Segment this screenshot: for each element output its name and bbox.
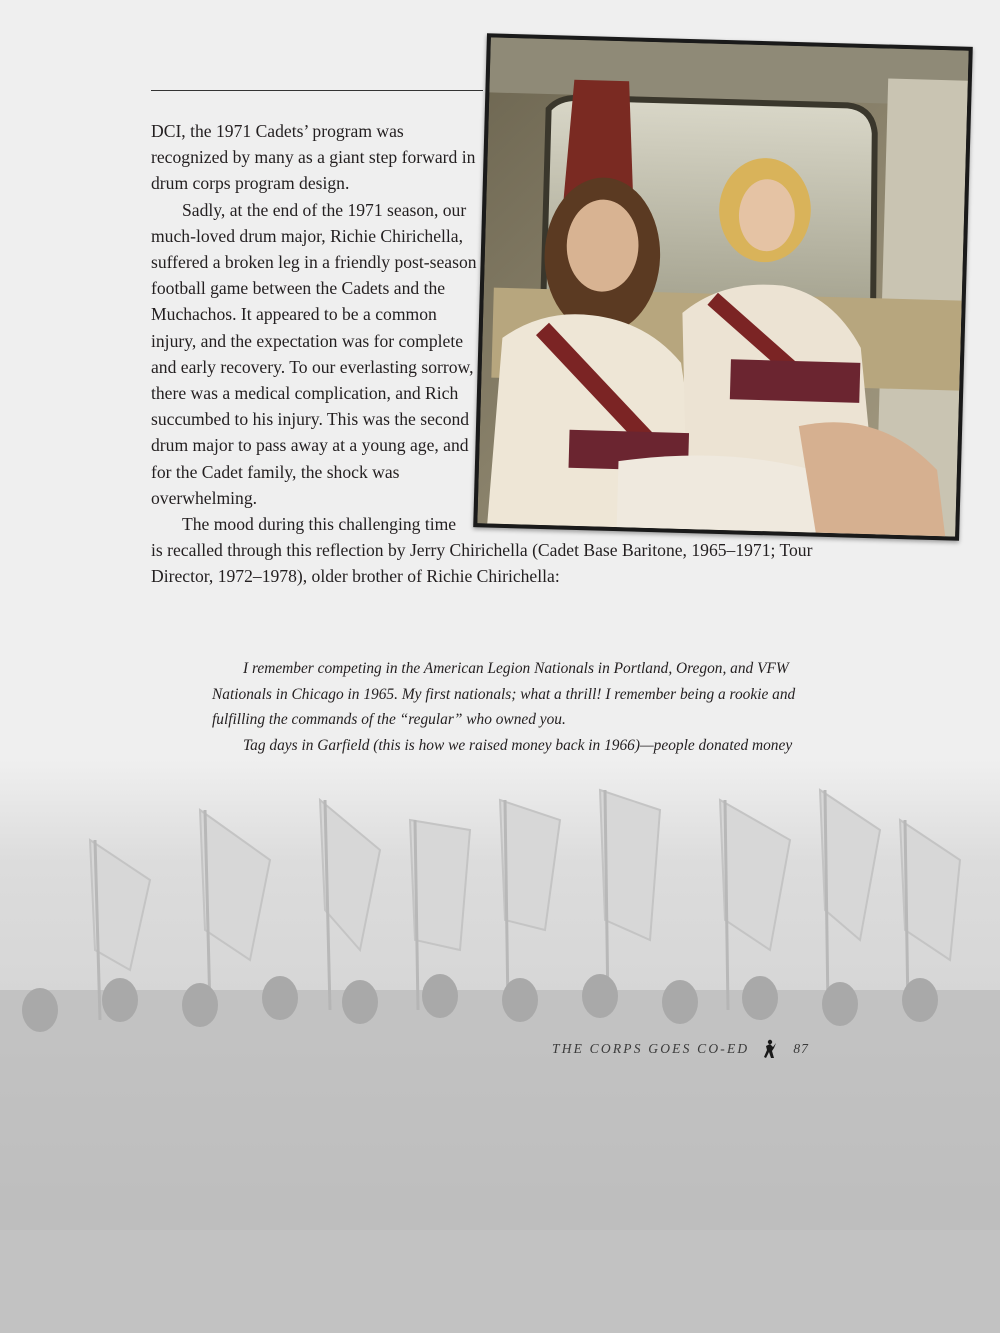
page-number: 87	[793, 1041, 809, 1056]
top-rule	[151, 90, 483, 91]
drum-major-silhouette-icon	[763, 1039, 777, 1059]
running-footer	[552, 1039, 809, 1059]
running-head: THE CORPS GOES CO-ED	[552, 1041, 750, 1056]
paragraph-3-continued: is recalled through this reflection by Jerry Chirichella (Cadet Base Baritone, 1965–1971; Tour Director, 1972–1978), older brother of Richie Chirichella:	[151, 540, 813, 587]
background-marching-corps-image	[0, 760, 1000, 1333]
quote-paragraph-1: I remember competing in the American Legion Nationals in Portland, Oregon, and VFW Nationals in Chicago in 1965. My first nationals; what a thrill! I remember being a rookie and fulfilling the commands of the “regular” who owned you.	[212, 660, 796, 729]
paragraph-2: Sadly, at the end of the 1971 season, our much-loved drum major, Richie Chirichella, suffered a broken leg in a friendly post-season football game between the Cadets and the Muchachos. It appeared to be a common injury, and the expectation was for complete and early recovery. To our everlasting sorrow, there was a medical complication, and Rich succumbed to his injury. This was the second drum major to pass away at a young age, and for the Cadet family, the shock was overwhelming.	[151, 199, 477, 508]
paragraph-1: DCI, the 1971 Cadets’ program was recognized by many as a giant step forward in drum corps program design.	[151, 121, 476, 194]
body-text	[151, 118, 851, 590]
quote-paragraph-2: Tag days in Garfield (this is how we raised money back in 1966)—people donated money	[243, 736, 793, 754]
paragraph-3-start: The mood during this challenging time	[182, 514, 457, 535]
